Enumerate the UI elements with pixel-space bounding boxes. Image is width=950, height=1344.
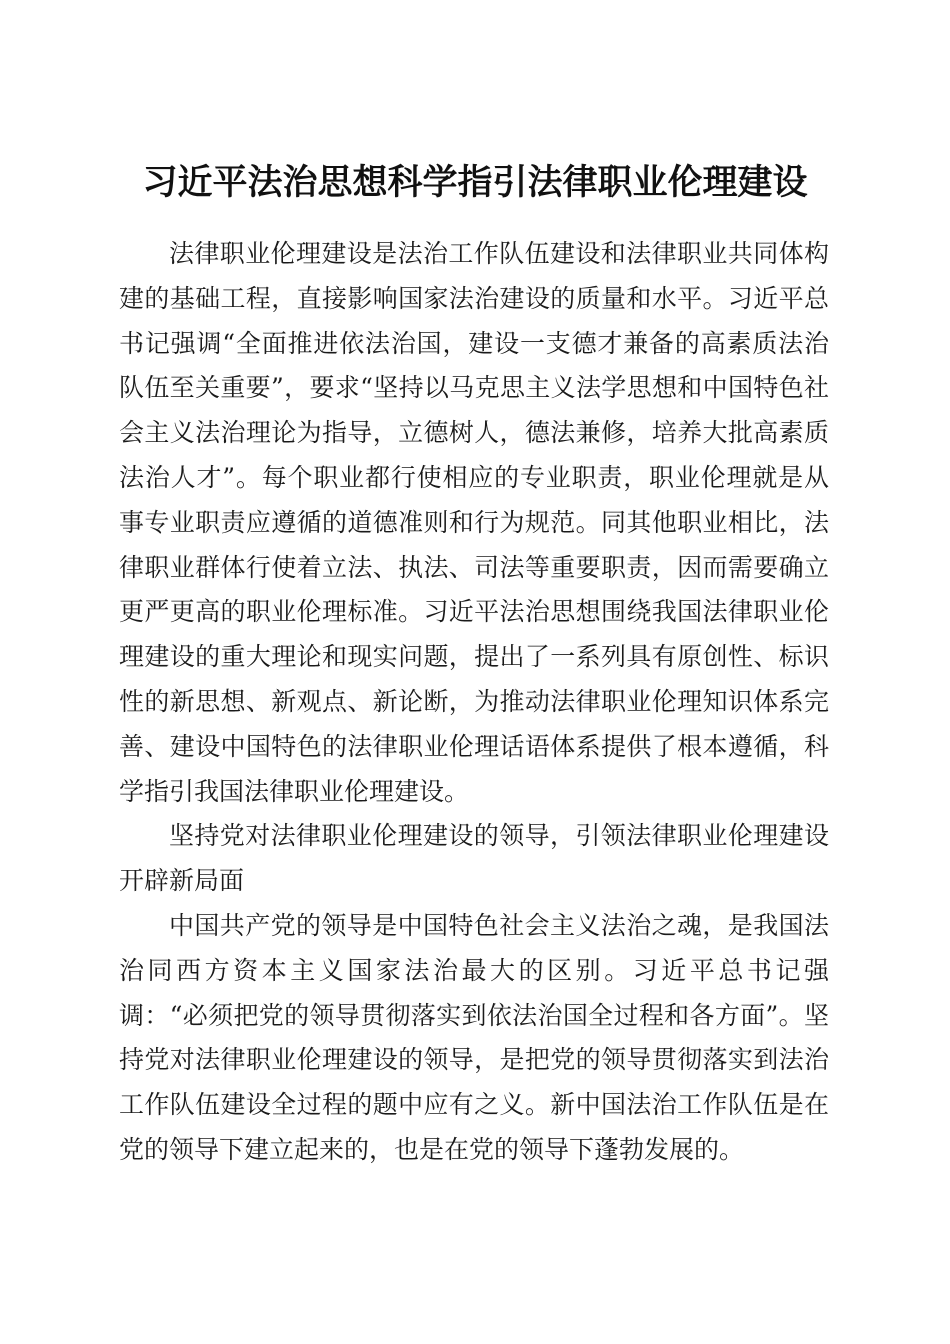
paragraph-party-leadership: 中国共产党的领导是中国特色社会主义法治之魂，是我国法治同西方资本主义国家法治最大的区别。习近平总书记强调：“必须把党的领导贯彻落实到依法治国全过程和各方面”。坚持党对法律职业伦理建设的领导，是把党的领导贯彻落实到法治工作队伍建设全过程的题中应有之义。新中国法治工作队伍是在党的领导下建立起来的，也是在党的领导下蓬勃发展的。 — [119, 910, 829, 1164]
document-body — [119, 232, 829, 1173]
paragraph-intro: 法律职业伦理建设是法治工作队伍建设和法律职业共同体构建的基础工程，直接影响国家法治建设的质量和水平。习近平总书记强调“全面推进依法治国，建设一支德才兼备的高素质法治队伍至关重要”，要求“坚持以马克思主义法学思想和中国特色社会主义法治理论为指导，立德树人，德法兼修，培养大批高素质法治人才”。每个职业都行使相应的专业职责，职业伦理就是从事专业职责应遵循的道德准则和行为规范。同其他职业相比，法律职业群体行使着立法、执法、司法等重要职责，因而需要确立更严更高的职业伦理标准。习近平法治思想围绕我国法律职业伦理建设的重大理论和现实问题，提出了一系列具有原创性、标识性的新思想、新观点、新论断，为推动法律职业伦理知识体系完善、建设中国特色的法律职业伦理话语体系提供了根本遵循，科学指引我国法律职业伦理建设。 — [119, 239, 829, 806]
document-title: 习近平法治思想科学指引法律职业伦理建设 — [142, 162, 808, 204]
paragraph-section-heading: 坚持党对法律职业伦理建设的领导，引领法律职业伦理建设开辟新局面 — [119, 821, 829, 896]
